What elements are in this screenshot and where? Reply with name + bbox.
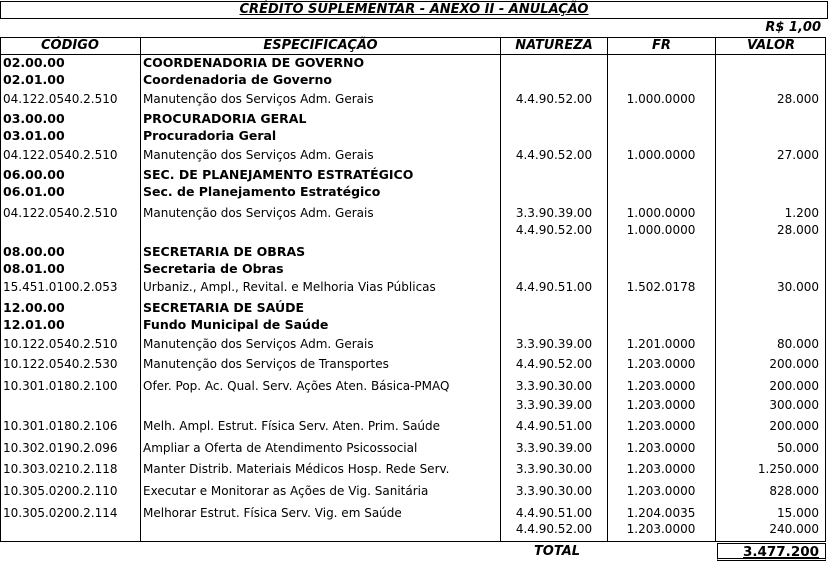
cell-natureza: 4.4.90.52.00	[515, 148, 593, 162]
cell-fr: 1.203.0000	[626, 419, 696, 433]
cell-fr: 1.203.0000	[626, 357, 696, 371]
cell-fr: 1.203.0000	[626, 462, 696, 476]
cell-fr: 1.000.0000	[626, 92, 696, 106]
cell-codigo: 06.00.00	[3, 167, 65, 182]
cell-natureza: 3.3.90.30.00	[515, 462, 593, 476]
cell-natureza: 3.3.90.30.00	[515, 484, 593, 498]
cell-natureza: 4.4.90.52.00	[515, 522, 593, 536]
cell-codigo: 12.01.00	[3, 317, 65, 332]
cell-codigo: 03.01.00	[3, 128, 65, 143]
cell-codigo: 06.01.00	[3, 184, 65, 199]
cell-fr: 1.203.0000	[626, 484, 696, 498]
cell-especificacao: Secretaria de Obras	[143, 261, 284, 276]
cell-codigo: 10.303.0210.2.118	[3, 462, 118, 476]
cell-valor: 30.000	[777, 280, 819, 294]
cell-natureza: 4.4.90.52.00	[515, 223, 593, 237]
cell-valor: 200.000	[769, 419, 819, 433]
cell-codigo: 10.305.0200.2.114	[3, 506, 118, 520]
cell-especificacao: Urbaniz., Ampl., Revital. e Melhoria Vias Públicas	[143, 280, 436, 294]
cell-natureza: 3.3.90.39.00	[515, 398, 593, 412]
header-fr: FR	[652, 38, 671, 53]
cell-codigo: 10.302.0190.2.096	[3, 441, 118, 455]
cell-especificacao: Procuradoria Geral	[143, 128, 277, 143]
cell-especificacao: Manutenção dos Serviços Adm. Gerais	[143, 148, 374, 162]
cell-fr: 1.203.0000	[626, 379, 696, 393]
cell-codigo: 04.122.0540.2.510	[3, 206, 118, 220]
cell-valor: 1.200	[784, 206, 819, 220]
cell-natureza: 3.3.90.39.00	[515, 337, 593, 351]
cell-codigo: 03.00.00	[3, 111, 65, 126]
cell-especificacao: COORDENADORIA DE GOVERNO	[143, 55, 365, 70]
cell-especificacao: Ofer. Pop. Ac. Qual. Serv. Ações Aten. Básica-PMAQ	[143, 379, 450, 393]
cell-valor: 828.000	[769, 484, 819, 498]
cell-codigo: 02.01.00	[3, 72, 65, 87]
cell-valor: 50.000	[777, 441, 819, 455]
cell-especificacao: Manutenção dos Serviços Adm. Gerais	[143, 337, 374, 351]
cell-natureza: 4.4.90.51.00	[515, 280, 593, 294]
cell-valor: 28.000	[777, 92, 819, 106]
cell-valor: 27.000	[777, 148, 819, 162]
cell-fr: 1.000.0000	[626, 148, 696, 162]
cell-natureza: 4.4.90.51.00	[515, 419, 593, 433]
document-title	[0, 1, 828, 19]
column-divider	[607, 37, 608, 542]
cell-natureza: 3.3.90.30.00	[515, 379, 593, 393]
cell-valor: 200.000	[769, 357, 819, 371]
header-valor: VALOR	[746, 38, 796, 53]
cell-especificacao: Fundo Municipal de Saúde	[143, 317, 329, 332]
cell-valor: 80.000	[777, 337, 819, 351]
cell-especificacao: Coordenadoria de Governo	[143, 72, 332, 87]
total-box	[717, 543, 826, 561]
cell-codigo: 10.305.0200.2.110	[3, 484, 118, 498]
cell-codigo: 10.301.0180.2.100	[3, 379, 118, 393]
cell-natureza: 3.3.90.39.00	[515, 206, 593, 220]
cell-codigo: 04.122.0540.2.510	[3, 148, 118, 162]
cell-codigo: 02.00.00	[3, 55, 65, 70]
cell-valor: 240.000	[769, 522, 819, 536]
cell-fr: 1.204.0035	[626, 506, 696, 520]
document-title-text: CRÉDITO SUPLEMENTAR - ANEXO II - ANULAÇÃO	[239, 2, 589, 17]
cell-valor: 300.000	[769, 398, 819, 412]
cell-especificacao: SECRETARIA DE SAÚDE	[143, 300, 305, 315]
cell-especificacao: Melhorar Estrut. Física Serv. Vig. em Saúde	[143, 506, 402, 520]
cell-especificacao: Melh. Ampl. Estrut. Física Serv. Aten. Prim. Saúde	[143, 419, 441, 433]
cell-fr: 1.203.0000	[626, 398, 696, 412]
cell-codigo: 15.451.0100.2.053	[3, 280, 118, 294]
cell-valor: 28.000	[777, 223, 819, 237]
cell-especificacao: SECRETARIA DE OBRAS	[143, 244, 306, 259]
cell-natureza: 3.3.90.39.00	[515, 441, 593, 455]
cell-especificacao: Ampliar a Oferta de Atendimento Psicossocial	[143, 441, 418, 455]
cell-codigo: 08.01.00	[3, 261, 65, 276]
cell-codigo: 08.00.00	[3, 244, 65, 259]
cell-fr: 1.201.0000	[626, 337, 696, 351]
cell-especificacao: SEC. DE PLANEJAMENTO ESTRATÉGICO	[143, 167, 414, 182]
cell-especificacao: Executar e Monitorar as Ações de Vig. Sanitária	[143, 484, 429, 498]
cell-codigo: 10.122.0540.2.530	[3, 357, 118, 371]
column-divider	[500, 37, 501, 542]
cell-fr: 1.203.0000	[626, 522, 696, 536]
cell-especificacao: Manutenção dos Serviços Adm. Gerais	[143, 206, 374, 220]
column-divider	[715, 37, 716, 542]
cell-fr: 1.502.0178	[626, 280, 696, 294]
cell-natureza: 4.4.90.52.00	[515, 92, 593, 106]
cell-fr: 1.000.0000	[626, 206, 696, 220]
cell-valor: 200.000	[769, 379, 819, 393]
cell-fr: 1.000.0000	[626, 223, 696, 237]
cell-especificacao: Manutenção dos Serviços de Transportes	[143, 357, 389, 371]
header-natureza: NATUREZA	[515, 38, 593, 53]
cell-codigo: 12.00.00	[3, 300, 65, 315]
column-divider	[140, 37, 141, 542]
cell-natureza: 4.4.90.52.00	[515, 357, 593, 371]
cell-especificacao: Manter Distrib. Materiais Médicos Hosp. Rede Serv.	[143, 462, 450, 476]
cell-codigo: 10.301.0180.2.106	[3, 419, 118, 433]
header-especificacao: ESPECIFICAÇÃO	[263, 38, 378, 53]
currency-unit: R$ 1,00	[765, 20, 821, 35]
cell-especificacao: Sec. de Planejamento Estratégico	[143, 184, 381, 199]
cell-fr: 1.203.0000	[626, 441, 696, 455]
cell-valor: 1.250.000	[757, 462, 819, 476]
cell-codigo: 10.122.0540.2.510	[3, 337, 118, 351]
cell-valor: 15.000	[777, 506, 819, 520]
cell-codigo: 04.122.0540.2.510	[3, 92, 118, 106]
total-value: 3.477.200	[742, 544, 819, 560]
cell-natureza: 4.4.90.51.00	[515, 506, 593, 520]
cell-especificacao: Manutenção dos Serviços Adm. Gerais	[143, 92, 374, 106]
cell-especificacao: PROCURADORIA GERAL	[143, 111, 307, 126]
total-label: TOTAL	[533, 544, 581, 559]
header-codigo: CÓDIGO	[41, 38, 99, 53]
